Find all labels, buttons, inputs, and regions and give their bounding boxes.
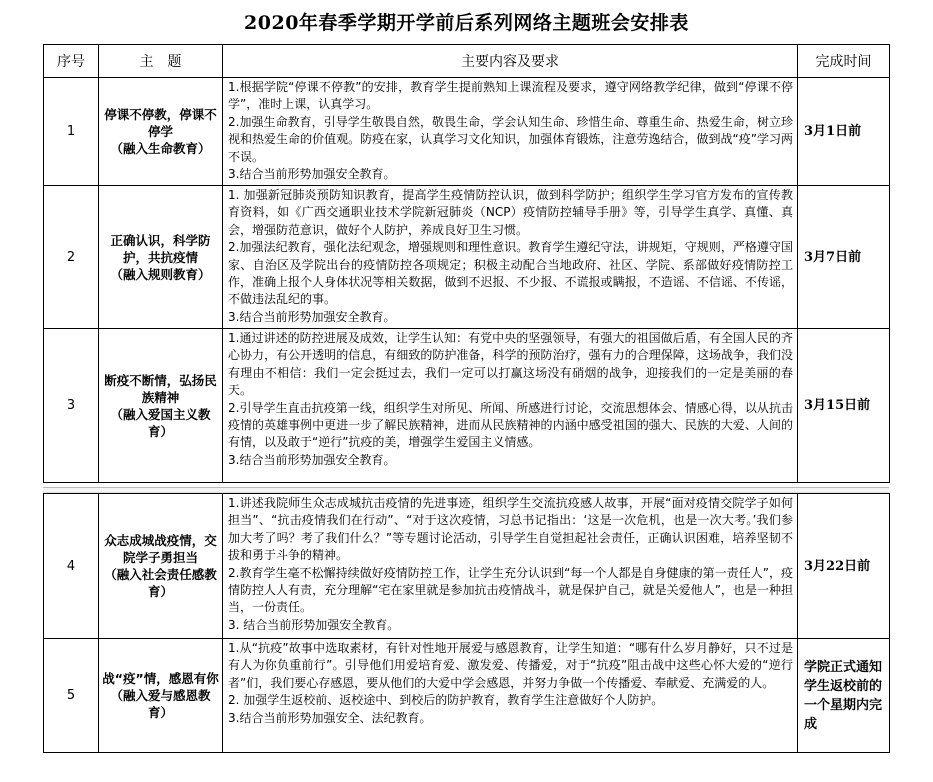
table-header-row xyxy=(44,45,890,78)
table-row xyxy=(44,78,890,186)
topic-text: 正确认识，科学防护，共抗疫情 （融入规则教育） xyxy=(110,232,211,282)
topic-text: 众志成城战疫情，交院学子勇担当 （融入社会责任感教育） xyxy=(104,533,217,599)
row-topic xyxy=(99,78,223,186)
row-seq: 5 xyxy=(44,639,99,753)
table-row xyxy=(44,329,890,483)
row-topic xyxy=(99,186,223,329)
row-topic xyxy=(99,639,223,753)
row-content xyxy=(223,494,798,639)
schedule-table-top xyxy=(43,44,890,483)
header-time: 完成时间 xyxy=(798,45,890,78)
header-topic: 主 题 xyxy=(99,45,223,78)
row-content xyxy=(223,78,798,186)
row-time: 3月7日前 xyxy=(798,186,890,329)
row-time: 3月15日前 xyxy=(798,329,890,483)
content-item: 3.结合当前形势加强安全教育。 xyxy=(228,309,396,324)
content-item: 1. 加强新冠肺炎预防知识教育，提高学生疫情防控认识，做到科学防护；组织学生学习官方发布的宣传教育资料，如《广西交通职业技术学院新冠肺炎（NCP）疫情防控辅导手册》等，引导学生真学、真懂、真会，增强防范意识，做好个人防护，养成良好卫生习惯。 xyxy=(228,188,793,237)
row-time: 学院正式通知学生返校前的一个星期内完成 xyxy=(798,639,890,753)
row-time: 3月1日前 xyxy=(798,78,890,186)
content-item: 2. 加强学生返校前、返校途中、到校后的防护教育，教育学生注意做好个人防护。 xyxy=(228,693,664,708)
table-row xyxy=(44,186,890,329)
topic-text: 停课不停教，停课不停学 （融入生命教育） xyxy=(104,107,217,156)
schedule-table-bottom xyxy=(43,493,890,753)
header-seq: 序号 xyxy=(44,45,99,78)
header-content: 主要内容及要求 xyxy=(223,45,798,78)
row-content xyxy=(223,639,798,753)
row-seq: 3 xyxy=(44,329,99,483)
content-item: 3. 结合当前形势加强安全教育。 xyxy=(228,617,400,632)
content-item: 1.根据学院“停课不停教”的安排，教育学生提前熟知上课流程及要求，遵守网络教学纪律，做到“停课不停学”，准时上课，认真学习。 xyxy=(228,80,793,112)
topic-text: 战“疫”情，感恩有你（融入爱与感恩教育） xyxy=(102,671,219,720)
content-item: 1.从“抗疫”故事中选取素材，有针对性地开展爱与感恩教育，让学生知道：“哪有什么岁月静好，只不过是有人为你负重前行”。引导他们用爱培育爱、激发爱、传播爱，对于“抗疫”阻击战中这些心怀大爱的“逆行者”们，我们要心存感恩，要从他们的大爱中学会感恩，并努力争做一个传播爱、奉献爱、充满爱的人。 xyxy=(228,641,793,690)
row-content xyxy=(223,186,798,329)
table-row xyxy=(44,639,890,753)
topic-text: 断疫不断情，弘扬民族精神 （融入爱国主义教育） xyxy=(104,372,217,439)
row-topic xyxy=(99,329,223,483)
table-row xyxy=(44,494,890,639)
content-item: 2.加强生命教育，引导学生敬畏自然，敬畏生命，学会认知生命、珍惜生命、尊重生命、热爱生命，树立珍视和热爱生命的价值观。防疫在家，认真学习文化知识，加强体育锻炼，注意劳逸结合，做到战“疫”学习两不误。 xyxy=(228,114,793,164)
row-seq: 4 xyxy=(44,494,99,639)
content-item: 3.结合当前形势加强安全教育。 xyxy=(228,452,396,467)
row-content xyxy=(223,329,798,483)
content-item: 2.教育学生毫不松懈持续做好疫情防控工作，让学生充分认识到“每一个人都是自身健康的第一责任人”，疫情防控人人有责，充分理解“宅在家里就是参加抗击疫情战斗，就是保护自己，就是关爱他人”，也是一种担当，一份责任。 xyxy=(228,565,793,615)
content-item: 1.讲述我院师生众志成城抗击疫情的先进事迹，组织学生交流抗疫感人故事，开展“面对疫情交院学子如何担当”、“抗击疫情我们在行动”、“对于这次疫情，习总书记指出：‘这是一次危机，也是一次大考。’我们参加大考了吗？考了我们什么？”等专题讨论活动，引导学生自觉担起社会责任，正确认识困难，培养坚韧不拔和勇于斗争的精神。 xyxy=(228,496,793,563)
page-title: 2020年春季学期开学前后系列网络主题班会安排表 xyxy=(244,12,689,34)
content-item: 3.结合当前形势加强安全教育。 xyxy=(228,167,396,182)
row-topic xyxy=(99,494,223,639)
content-item: 2.加强法纪教育，强化法纪观念，增强规则和理性意识。教育学生遵纪守法，讲规矩，守规则，严格遵守国家、自治区及学院出台的疫情防控各项规定；积极主动配合当地政府、社区、学院、系部做好疫情防控工作，准确上报个人身体状况等相关数据，做到不迟报、不少报、不谎报或瞒报，不造谣、不信谣、不传谣，不做违法乱纪的事。 xyxy=(228,240,793,307)
content-item: 2.引导学生直击抗疫第一线，组织学生对所见、所闻、所感进行讨论，交流思想体会、情感心得，以从抗击疫情的英雄事例中更进一步了解民族精神，进而从民族精神的内涵中感受祖国的强大、民族的大爱、人间的有情，以及敢于“逆行”抗疫的美，增强学生爱国主义情感。 xyxy=(228,400,793,450)
content-item: 1.通过讲述的防控进展及成效，让学生认知：有党中央的坚强领导，有强大的祖国做后盾，有全国人民的齐心协力，有公开透明的信息，有细致的防护准备，科学的预防治疗，强有力的合理保障，这场战争，我们没有理由不相信：我们一定会挺过去，我们一定可以打赢这场没有硝烟的战争，迎接我们的一定是美丽的春天。 xyxy=(228,331,793,398)
row-seq: 2 xyxy=(44,186,99,329)
row-time: 3月22日前 xyxy=(798,494,890,639)
row-seq: 1 xyxy=(44,78,99,186)
content-item: 3.结合当前形势加强安全、法纪教育。 xyxy=(228,710,432,725)
